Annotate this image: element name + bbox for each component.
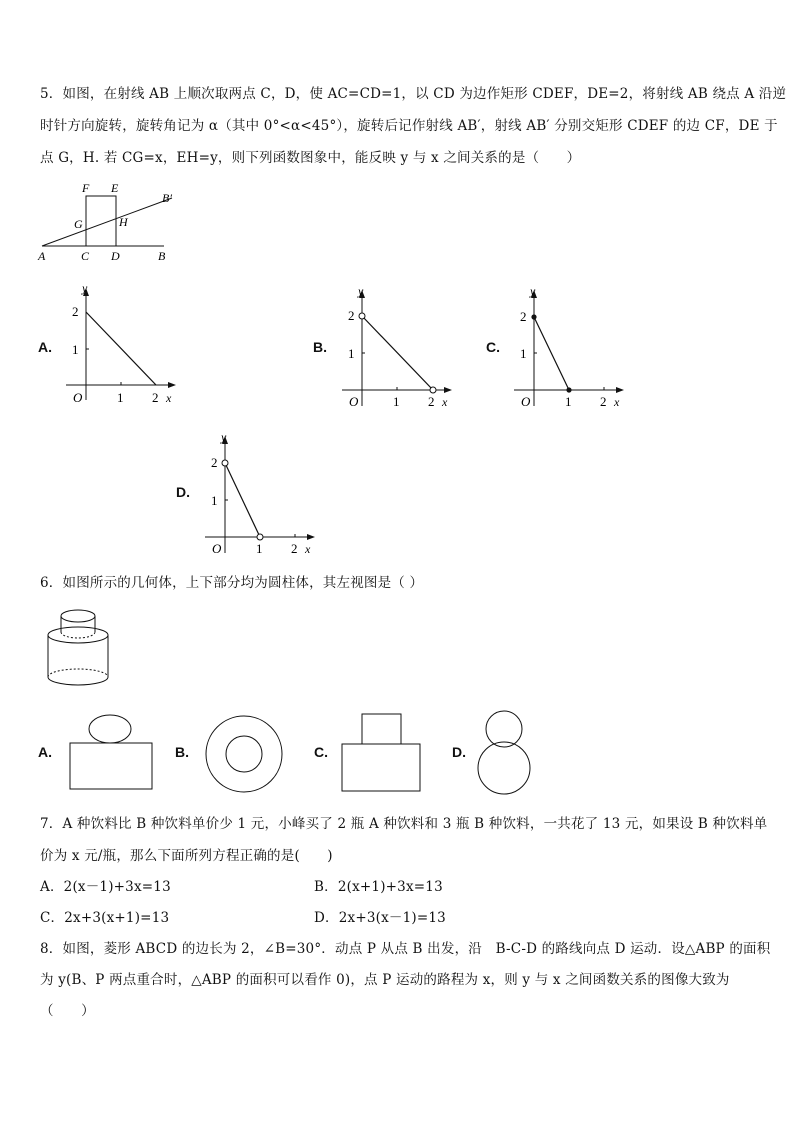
- q5-option-a-graph: [60, 282, 180, 407]
- q5-line-2: 时针方向旋转，旋转角记为 α（其中 0°<α<45°），旋转后记作射线 AB′，射线 AB′ 分别交矩形 CDEF 的边 CF，DE 于: [40, 118, 778, 134]
- label-a: A: [38, 249, 46, 263]
- label-d: D: [111, 249, 120, 263]
- q8-line-2: 为 y(B、P 两点重合时，△ABP 的面积可以看作 0)，点 P 运动的路程为 x，则 y 与 x 之间函数关系的图像大致为: [40, 972, 730, 988]
- q7-line-1: 7．A 种饮料比 B 种饮料单价少 1 元，小峰买了 2 瓶 A 种饮料和 3 瓶 B 种饮料，一共花了 13 元，如果设 B 种饮料单: [40, 816, 768, 832]
- svg-text:y: y: [82, 282, 88, 295]
- svg-text:2: 2: [211, 455, 218, 470]
- q7-option-a: A．2(x－1)+3x=13: [40, 879, 171, 895]
- q5-option-d-label: D.: [176, 484, 190, 500]
- q5-line-1: 5．如图，在射线 AB 上顺次取两点 C，D，使 AC=CD=1，以 CD 为边作矩形 CDEF，DE=2，将射线 AB 绕点 A 沿逆: [40, 86, 787, 102]
- svg-text:1: 1: [348, 346, 355, 361]
- svg-text:y: y: [530, 284, 536, 298]
- svg-text:1: 1: [256, 541, 263, 556]
- q6-option-a-view: [66, 712, 156, 794]
- q5-option-b-graph: [336, 282, 456, 407]
- svg-text:1: 1: [117, 390, 124, 405]
- svg-text:x: x: [166, 391, 172, 405]
- q8-line-3: （ ）: [40, 1003, 95, 1019]
- svg-text:1: 1: [393, 394, 400, 407]
- q5-option-a-label: A.: [38, 339, 52, 355]
- label-b-prime: B′: [162, 191, 172, 205]
- q5-option-b-label: B.: [313, 339, 327, 355]
- q8-line-1: 8．如图，菱形 ABCD 的边长为 2，∠B=30°．动点 P 从点 B 出发，沿 B-C-D 的路线向点 D 运动．设△ABP 的面积: [40, 941, 771, 957]
- label-b: B: [158, 249, 166, 263]
- rectangle-cdef: [86, 196, 116, 246]
- svg-text:2: 2: [348, 308, 355, 323]
- svg-text:x: x: [614, 395, 620, 407]
- q6-option-c-label: C.: [314, 744, 328, 760]
- q6-option-c-view: [338, 712, 424, 794]
- svg-text:2: 2: [152, 390, 159, 405]
- label-g: G: [74, 217, 83, 231]
- svg-text:2: 2: [291, 541, 298, 556]
- svg-text:O: O: [349, 394, 359, 407]
- ray-ab-prime: [42, 198, 172, 246]
- q5-rectangle-figure: [34, 178, 184, 266]
- q6-line: 6．如图所示的几何体，上下部分均为圆柱体，其左视图是（ ）: [40, 575, 424, 591]
- q6-option-d-view: [474, 705, 534, 797]
- q7-line-2: 价为 x 元/瓶，那么下面所列方程正确的是( ): [40, 848, 333, 864]
- q6-solid-figure: [40, 602, 120, 692]
- q5-option-c-label: C.: [486, 339, 500, 355]
- q6-option-d-label: D.: [452, 744, 466, 760]
- svg-text:2: 2: [520, 309, 527, 324]
- q6-option-b-label: B.: [175, 744, 189, 760]
- svg-text:x: x: [305, 542, 311, 556]
- svg-text:2: 2: [72, 304, 79, 319]
- label-f: F: [82, 181, 90, 195]
- label-h: H: [119, 215, 128, 229]
- label-c: C: [81, 249, 90, 263]
- svg-text:x: x: [442, 395, 448, 407]
- svg-text:1: 1: [72, 342, 79, 357]
- svg-text:y: y: [221, 430, 227, 444]
- svg-text:O: O: [212, 541, 222, 556]
- q5-option-d-graph: [199, 428, 319, 556]
- svg-text:2: 2: [428, 394, 435, 407]
- label-e: E: [111, 181, 119, 195]
- svg-text:O: O: [73, 390, 83, 405]
- svg-text:2: 2: [600, 394, 607, 407]
- q5-option-c-graph: [508, 282, 628, 407]
- q5-line-3: 点 G，H. 若 CG=x，EH=y，则下列函数图象中，能反映 y 与 x 之间关系的是（ ）: [40, 150, 581, 166]
- q7-option-c: C．2x+3(x+1)=13: [40, 910, 170, 926]
- svg-text:1: 1: [565, 394, 572, 407]
- q7-option-b: B．2(x+1)+3x=13: [314, 879, 443, 895]
- svg-text:1: 1: [211, 493, 218, 508]
- svg-text:1: 1: [520, 346, 527, 361]
- q6-option-b-view: [203, 713, 285, 795]
- q6-option-a-label: A.: [38, 744, 52, 760]
- svg-text:y: y: [358, 284, 364, 298]
- svg-text:O: O: [521, 394, 531, 407]
- q7-option-d: D．2x+3(x－1)=13: [314, 910, 446, 926]
